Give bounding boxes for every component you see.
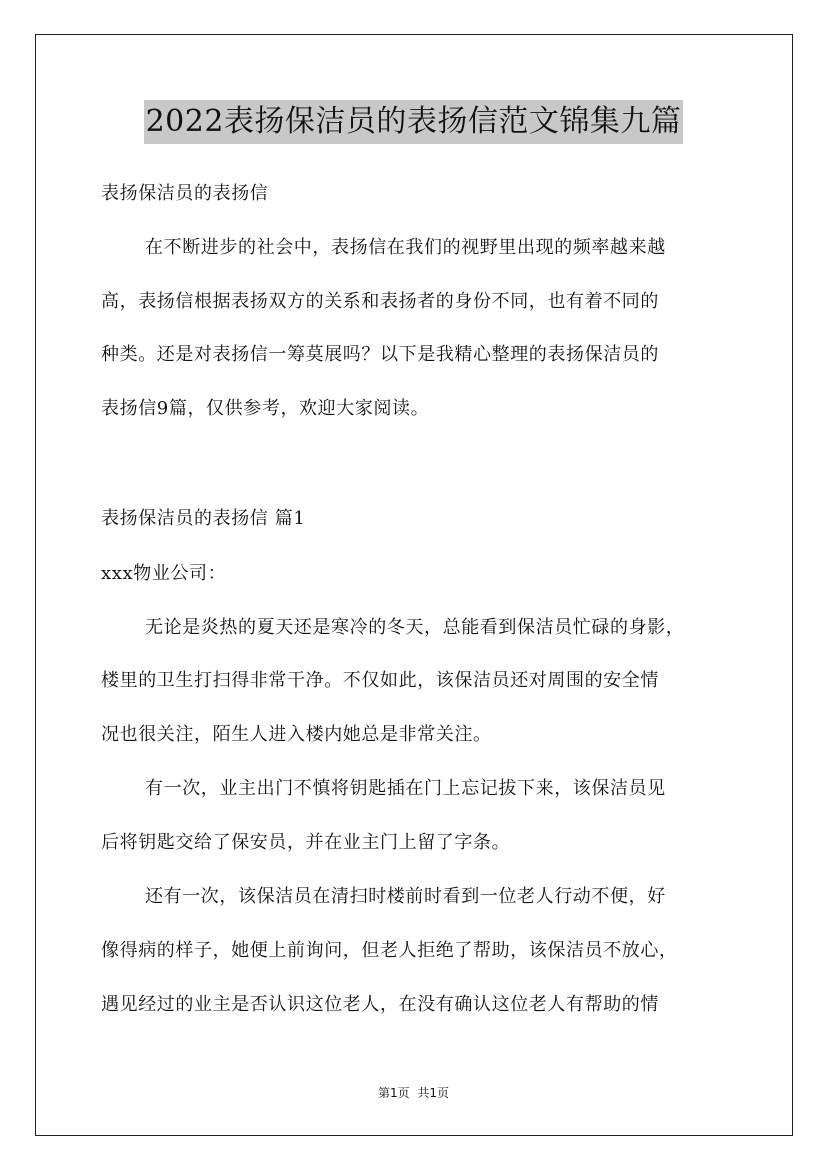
title-container [0, 100, 827, 144]
paragraph-line: 况也很关注，陌生人进入楼内她总是非常关注。 [101, 724, 492, 745]
paragraph-line: 像得病的样子，她便上前询问，但老人拒绝了帮助，该保洁员不放心， [101, 940, 678, 961]
paragraph-line: 还有一次，该保洁员在清扫时楼前时看到一位老人行动不便，好 [145, 886, 666, 907]
document-title: 2022表扬保洁员的表扬信范文锦集九篇 [144, 100, 684, 144]
paragraph-line: 表扬信9篇，仅供参考，欢迎大家阅读。 [101, 398, 430, 419]
page-number: 第1页 [377, 1086, 410, 1100]
paragraph-line: 楼里的卫生打扫得非常干净。不仅如此，该保洁员还对周围的安全情 [101, 670, 659, 691]
paragraph-line: 高，表扬信根据表扬双方的关系和表扬者的身份不同，也有着不同的 [101, 291, 659, 312]
section-heading: 表扬保洁员的表扬信 [101, 183, 269, 204]
page-total: 共1页 [417, 1086, 450, 1100]
paragraph-line: 有一次，业主出门不慎将钥匙插在门上忘记拔下来，该保洁员见 [145, 778, 666, 799]
paragraph-line: 遇见经过的业主是否认识这位老人，在没有确认这位老人有帮助的情 [101, 994, 659, 1015]
section-heading: 表扬保洁员的表扬信 篇1 [101, 508, 306, 529]
page-footer [0, 1084, 827, 1101]
salutation: xxx物业公司： [101, 563, 227, 584]
paragraph-line: 后将钥匙交给了保安员，并在业主门上留了字条。 [101, 832, 511, 853]
paragraph-line: 种类。还是对表扬信一筹莫展吗？以下是我精心整理的表扬保洁员的 [101, 344, 659, 365]
paragraph-line: 在不断进步的社会中，表扬信在我们的视野里出现的频率越来越 [145, 237, 666, 258]
paragraph-line: 无论是炎热的夏天还是寒冷的冬天，总能看到保洁员忙碌的身影， [145, 617, 685, 638]
